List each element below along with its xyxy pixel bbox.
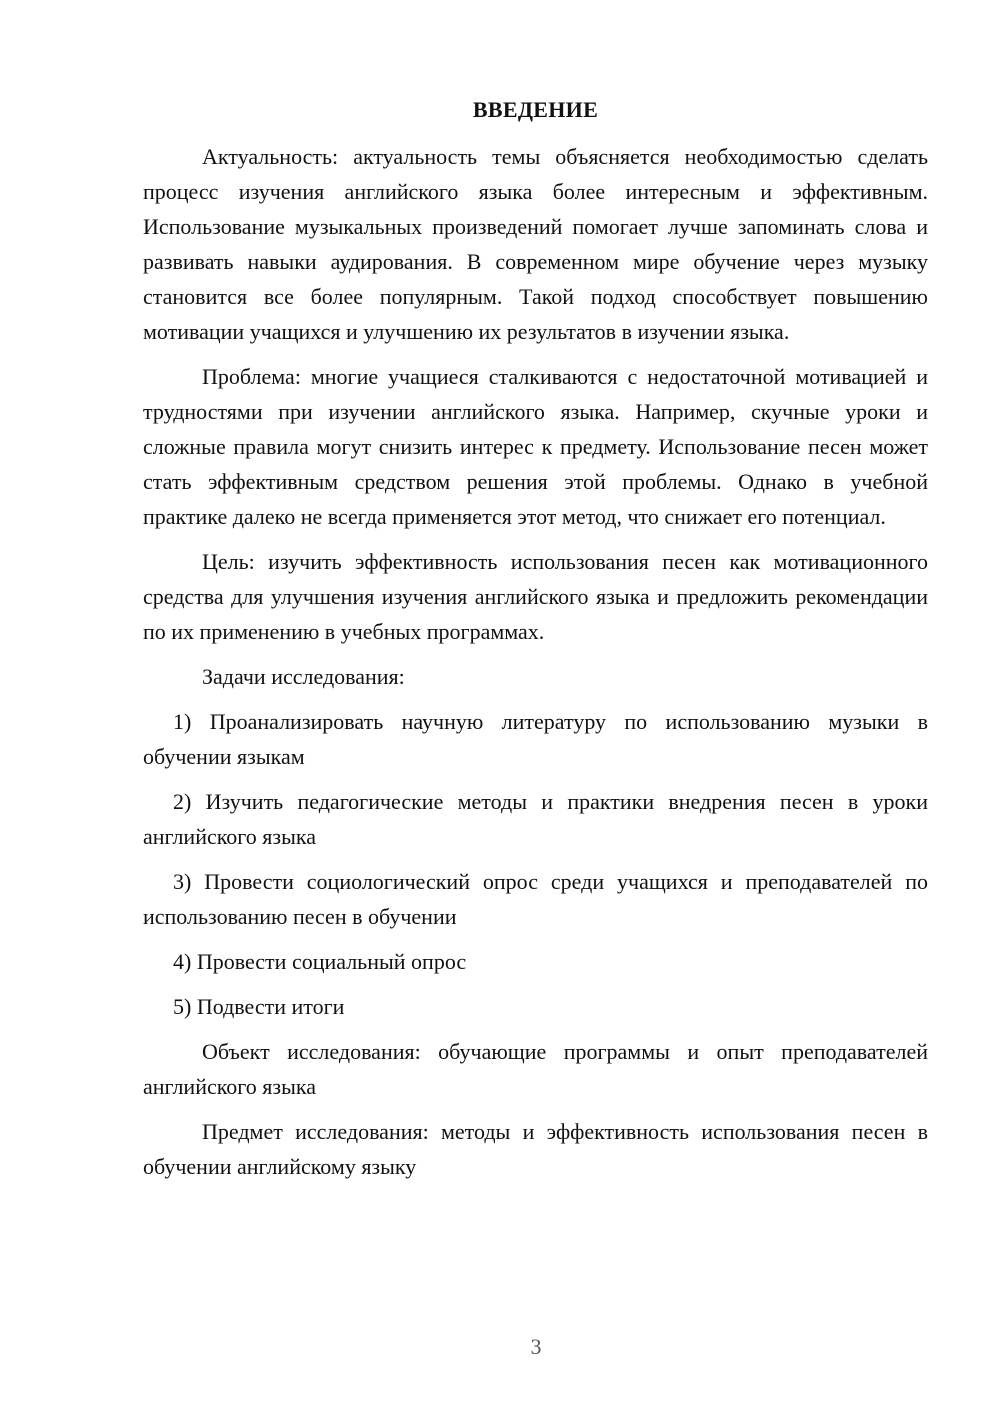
- page-number: 3: [530, 1334, 542, 1359]
- section-heading: ВВЕДЕНИЕ: [472, 97, 599, 122]
- task-item-5: 5) Подвести итоги: [173, 994, 345, 1019]
- task-item-2: 2) Изучить педагогические методы и практики внедрения песен в уроки английского языка: [143, 789, 928, 849]
- paragraph-subject: Предмет исследования: методы и эффективность использования песен в обучении английскому языку: [143, 1119, 928, 1179]
- paragraph-goal: Цель: изучить эффективность использования песен как мотивационного средства для улучшения изучения английского языка и предложить рекомендации по их применению в учебных программах.: [143, 549, 928, 644]
- task-item-4: 4) Провести социальный опрос: [173, 949, 467, 974]
- document-page: [143, 92, 928, 1194]
- paragraph-object: Объект исследования: обучающие программы и опыт преподавателей английского языка: [143, 1039, 928, 1099]
- task-item-1: 1) Проанализировать научную литературу по использованию музыки в обучении языкам: [143, 709, 928, 769]
- task-item-3: 3) Провести социологический опрос среди учащихся и преподавателей по использованию песен в обучении: [143, 869, 928, 929]
- paragraph-problem: Проблема: многие учащиеся сталкиваются с недостаточной мотивацией и трудностями при изучении английского языка. Например, скучные уроки и сложные правила могут снизить интерес к предмету. Использование песен может стать эффективным средством решения этой проблемы. Однако в учебной практике далеко не всегда применяется этот метод, что снижает его потенциал.: [143, 364, 928, 529]
- tasks-heading: Задачи исследования:: [202, 664, 405, 689]
- paragraph-relevance: Актуальность: актуальность темы объясняется необходимостью сделать процесс изучения английского языка более интересным и эффективным. Использование музыкальных произведений помогает лучше запоминать слова и развивать навыки аудирования. В современном мире обучение через музыку становится все более популярным. Такой подход способствует повышению мотивации учащихся и улучшению их результатов в изучении языка.: [143, 144, 928, 344]
